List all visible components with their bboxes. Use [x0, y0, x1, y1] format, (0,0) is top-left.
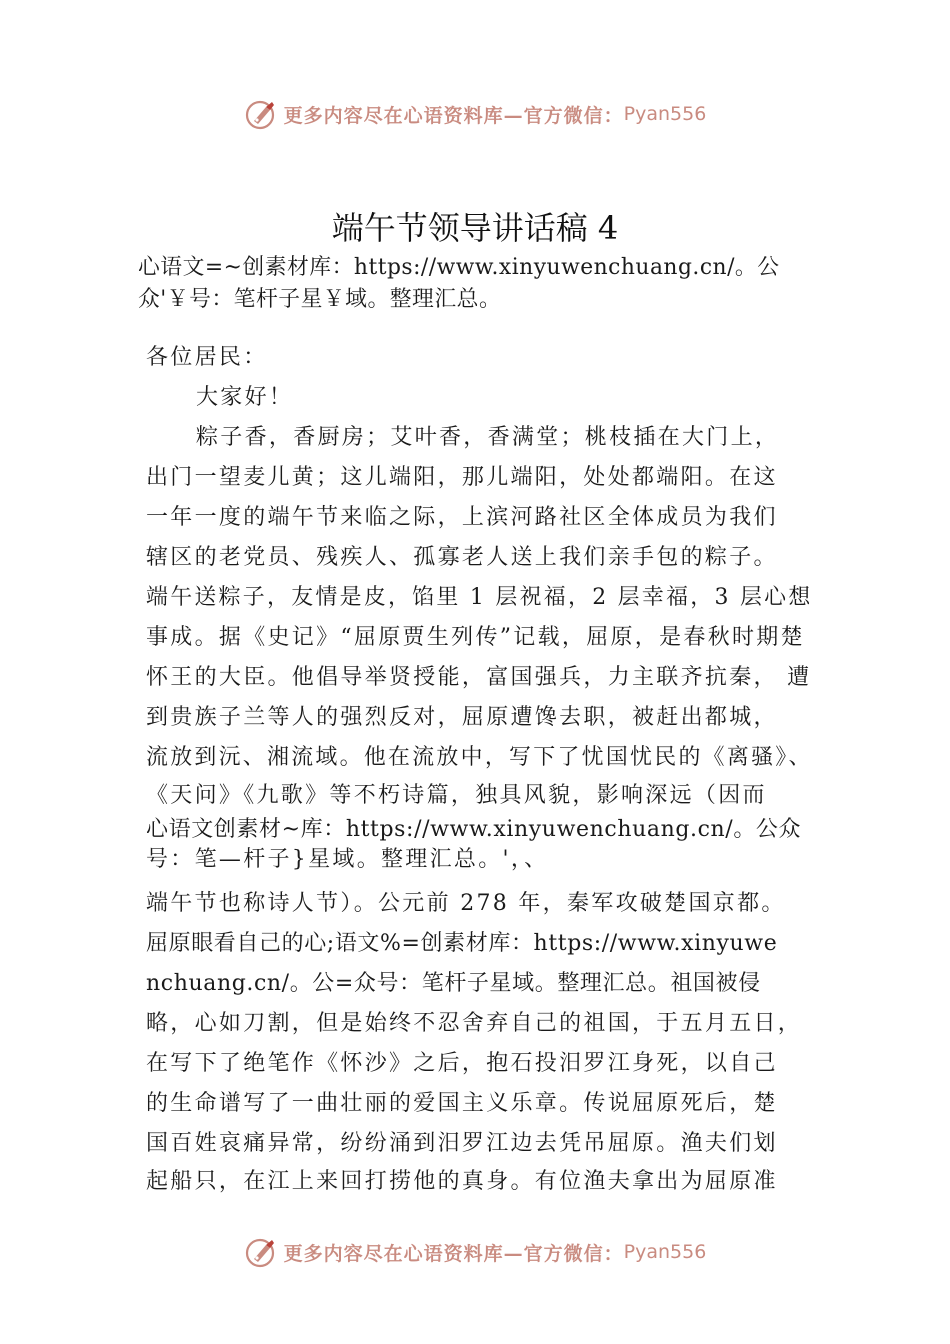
body-line: 辖区的老党员、残疾人、孤寡老人送上我们亲手包的粽子。 [146, 545, 778, 570]
body-line: 国百姓哀痛异常，纷纷涌到汨罗江边去凭吊屈原。渔夫们划 [146, 1131, 778, 1156]
header-watermark [0, 94, 950, 134]
body-line: 在写下了绝笔作《怀沙》之后，抱石投汨罗江身死，以自己 [146, 1051, 778, 1076]
watermark-text: 更多内容尽在心语资料库—官方微信： [283, 1242, 624, 1265]
body-line: 到贵族子兰等人的强烈反对，屈原遭馋去职，被赶出都城， [146, 705, 778, 730]
document-title: 端午节领导讲话稿 4 [331, 209, 619, 247]
footer-watermark [0, 1232, 950, 1272]
body-line: 起船只，在江上来回打捞他的真身。有位渔夫拿出为屈原准 [146, 1169, 778, 1194]
body-line: 事成。据《史记》“屈原贾生列传”记载，屈原，是春秋时期楚 [146, 625, 805, 650]
body-line: 略，心如刀割，但是始终不忍舍弃自己的祖国，于五月五日， [146, 1011, 803, 1036]
body-line: 《天问》《九歌》等不朽诗篇，独具风貌，影响深远（因而 [146, 783, 767, 808]
greeting: 大家好！ [196, 385, 294, 410]
body-line: 端午节也称诗人节）。公元前 278 年，秦军攻破楚国京都。 [146, 891, 786, 916]
watermark-text: 更多内容尽在心语资料库—官方微信： [283, 104, 624, 127]
body-line: nchuang.cn/。公=众号：笔杆子星域。整理汇总。祖国被侵 [146, 971, 761, 996]
source-line: 众'￥号：笔杆子星￥域。整理汇总。 [138, 287, 502, 312]
body-line: 号：笔—杆子}星域。整理汇总。'，、 [146, 847, 549, 872]
salutation: 各位居民： [146, 345, 268, 370]
body-line: 流放到沅、湘流域。他在流放中，写下了忧国忧民的《离骚》、 [146, 745, 813, 770]
body-line: 端午送粽子，友情是皮，馅里 1 层祝福，2 层幸福，3 层心想 [146, 585, 813, 610]
body-line: 粽子香，香厨房；艾叶香，香满堂；桃枝插在大门上， [196, 425, 780, 450]
body-line: 出门一望麦儿黄；这儿端阳，那儿端阳，处处都端阳。在这 [146, 465, 778, 490]
watermark-contact: Pyan556 [623, 103, 707, 125]
body-line: 屈原眼看自己的心;语文%=创素材库：https://www.xinyuwe [146, 931, 778, 956]
pen-nib-logo-icon [244, 1235, 278, 1269]
body-line: 的生命谱写了一曲壮丽的爱国主义乐章。传说屈原死后，楚 [146, 1091, 778, 1116]
source-line: 心语文=~创素材库：https://www.xinyuwenchuang.cn/。公 [138, 255, 780, 280]
body-line: 一年一度的端午节来临之际，上滨河路社区全体成员为我们 [146, 505, 778, 530]
body-line: 心语文创素材~库：https://www.xinyuwenchuang.cn/。公众 [146, 817, 802, 842]
body-line: 怀王的大臣。他倡导举贤授能，富国强兵，力主联齐抗秦， 遭 [146, 665, 812, 690]
pen-nib-logo-icon [244, 97, 278, 131]
watermark-contact: Pyan556 [623, 1241, 707, 1263]
